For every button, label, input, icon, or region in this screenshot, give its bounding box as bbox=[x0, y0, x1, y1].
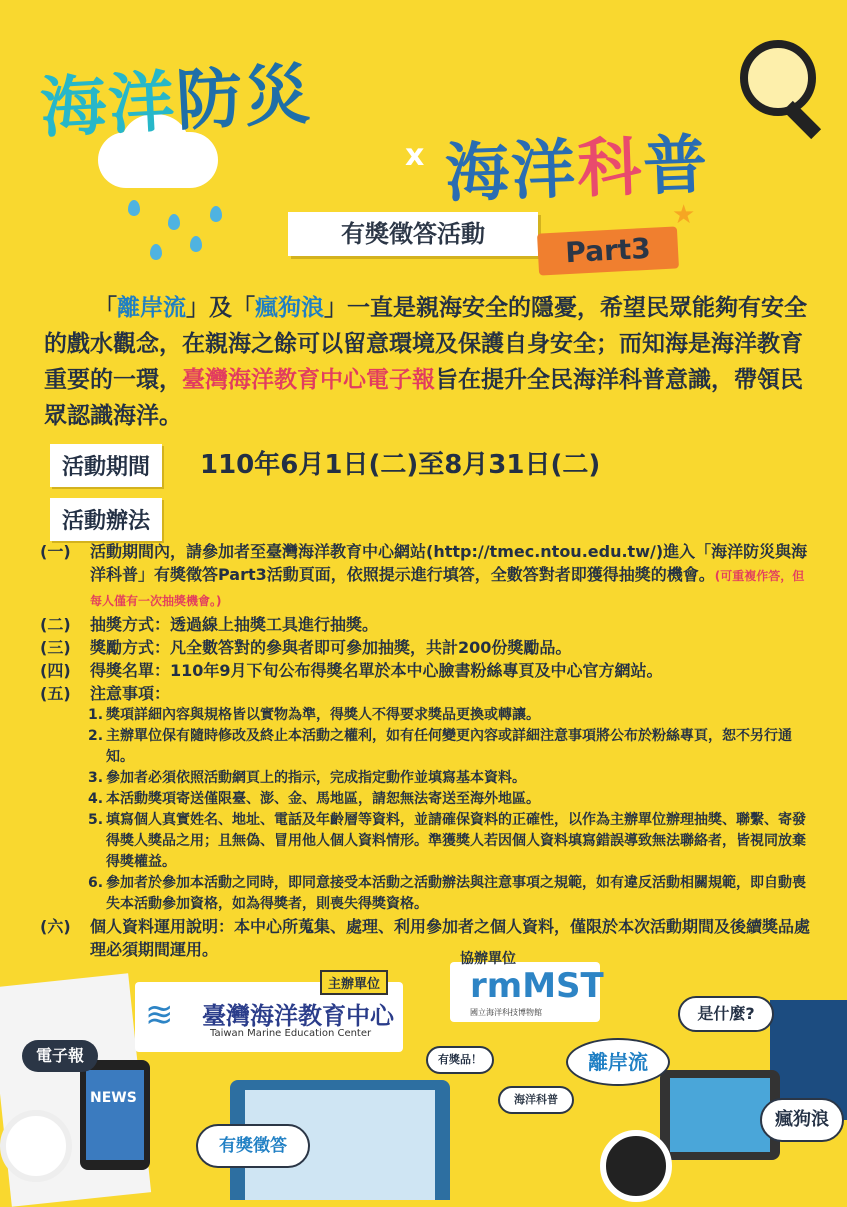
note-number: 5. bbox=[88, 812, 104, 828]
note-text: 獎項詳細內容與規格皆以實物為準，得獎人不得要求獎品更換或轉讓。 bbox=[106, 707, 540, 723]
note-text: 填寫個人真實姓名、地址、電話及年齡層等資料，並請確保資料的正確性，以作為主辦單位辦理抽獎、聯繫、寄發得獎人獎品之用；且無偽、冒用他人個人資料情形。準獲獎人若因個人資料填寫錯誤導致無法聯絡者，皆視同放棄得獎權益。 bbox=[106, 812, 806, 870]
rule-text bbox=[90, 540, 810, 613]
rules-list bbox=[40, 540, 810, 961]
star-icon: ★ bbox=[672, 200, 696, 230]
keyword-newsletter: 臺灣海洋教育中心電子報 bbox=[182, 367, 435, 393]
rule-number: (三) bbox=[40, 638, 71, 657]
rule-text: 抽獎方式：透過線上抽獎工具進行抽獎。 bbox=[90, 615, 379, 634]
note-number: 2. bbox=[88, 728, 104, 744]
note-text: 主辦單位保有隨時修改及終止本活動之權利，如有任何變更內容或詳細注意事項將公布於粉絲專頁，恕不另行通知。 bbox=[106, 728, 792, 765]
intro-text: 」及「 bbox=[186, 295, 255, 321]
activity-banner: 有獎徵答活動 bbox=[288, 212, 538, 256]
title-ocean-science bbox=[443, 113, 710, 214]
note-item bbox=[88, 873, 810, 915]
news-text: NEWS bbox=[90, 1090, 137, 1106]
intro-paragraph bbox=[44, 290, 814, 434]
raindrop-icon bbox=[190, 236, 202, 252]
rule-item bbox=[40, 613, 810, 636]
rule-item bbox=[40, 915, 810, 961]
title-b-part1: 海洋 bbox=[443, 133, 579, 212]
rule-text: 注意事項： bbox=[90, 684, 171, 703]
tag-rogue-wave: 瘋狗浪 bbox=[760, 1098, 844, 1142]
co-organizer-name: 國立海洋科技博物館 bbox=[470, 1008, 542, 1017]
rule-note: (可重複作答，但每人僅有一次抽獎機會。) bbox=[90, 569, 805, 608]
note-number: 4. bbox=[88, 791, 104, 807]
rule-text: 獎勵方式：凡全數答對的參與者即可參加抽獎，共計200份獎勵品。 bbox=[90, 638, 572, 657]
raindrop-icon bbox=[210, 206, 222, 222]
keyword-rip-current: 離岸流 bbox=[117, 295, 186, 321]
phone-screen bbox=[86, 1070, 144, 1160]
rule-item bbox=[40, 636, 810, 659]
note-number: 3. bbox=[88, 770, 104, 786]
title-b-part2: 科 bbox=[575, 130, 645, 207]
note-item bbox=[88, 705, 810, 726]
rule-item bbox=[40, 682, 810, 705]
note-number: 1. bbox=[88, 707, 104, 723]
magnifier-icon bbox=[740, 40, 816, 116]
sponsor-label: 主辦單位 bbox=[320, 970, 388, 995]
tag-rip-current: 離岸流 bbox=[566, 1038, 670, 1086]
note-item bbox=[88, 789, 810, 810]
tag-prize: 有獎品！ bbox=[426, 1046, 494, 1074]
intro-text: 旨在提升全民海洋科普意識，帶領民眾認識海洋。 bbox=[44, 367, 803, 429]
raindrop-icon bbox=[128, 200, 140, 216]
note-text: 參加者於參加本活動之同時，即同意接受本活動之活動辦法與注意事項之規範，如有違反活動相關規範，即自動喪失本活動參加資格，如為得獎者，則喪失得獎資格。 bbox=[106, 875, 806, 912]
coffee-cup-icon bbox=[0, 1110, 72, 1182]
title-x: x bbox=[405, 138, 425, 173]
sponsor-english-name: Taiwan Marine Education Center bbox=[210, 1028, 372, 1039]
tag-what-is: 是什麼? bbox=[678, 996, 774, 1032]
period-value: 110年6月1日(二)至8月31日(二) bbox=[200, 450, 601, 480]
tag-quiz: 有獎徵答 bbox=[196, 1124, 310, 1168]
rule-number: (二) bbox=[40, 615, 71, 634]
note-number: 6. bbox=[88, 875, 104, 891]
note-item bbox=[88, 768, 810, 789]
tag-ocean-science: 海洋科普 bbox=[498, 1086, 574, 1114]
co-organizer-logo: rmMST bbox=[470, 966, 604, 1006]
title-ocean-disaster-prevention bbox=[38, 41, 315, 150]
title-b-part3: 普 bbox=[641, 128, 711, 205]
note-text: 本活動獎項寄送僅限臺、澎、金、馬地區，請恕無法寄送至海外地區。 bbox=[106, 791, 540, 807]
rule-number: (四) bbox=[40, 661, 71, 680]
rule-text: 得獎名單：110年9月下旬公布得獎名單於本中心臉書粉絲專頁及中心官方網站。 bbox=[90, 661, 663, 680]
notes-list bbox=[40, 705, 810, 915]
note-item bbox=[88, 726, 810, 768]
rule-number: (六) bbox=[40, 917, 71, 936]
tag-newsletter: 電子報 bbox=[22, 1040, 98, 1072]
rule-item bbox=[40, 659, 810, 682]
tablet-screen bbox=[670, 1078, 770, 1152]
co-organizer-label: 協辦單位 bbox=[460, 951, 516, 967]
rule-number: (五) bbox=[40, 684, 71, 703]
title-a-part2: 防災 bbox=[174, 55, 315, 140]
note-item bbox=[88, 810, 810, 873]
raindrop-icon bbox=[150, 244, 162, 260]
rule-number: (一) bbox=[40, 542, 71, 561]
book-wave-icon: ≋ bbox=[145, 995, 174, 1035]
sponsor-name: 臺灣海洋教育中心 bbox=[202, 1002, 394, 1030]
title-a-part1: 海洋 bbox=[38, 63, 179, 148]
part-badge: Part3 bbox=[537, 226, 679, 275]
intro-text: 」一直是親海安全的隱憂，希望民眾能夠有安全的戲水觀念，在親海之餘可以留意環境及保護自身安全；而知海是海洋教育重要的一環， bbox=[44, 295, 807, 393]
method-label: 活動辦法 bbox=[50, 498, 162, 541]
rule-text: 個人資料運用說明：本中心所蒐集、處理、利用參加者之個人資料，僅限於本次活動期間及後續獎品處理必須期間運用。 bbox=[90, 917, 811, 959]
intro-text: 「 bbox=[94, 295, 117, 321]
coffee-cup-icon bbox=[600, 1130, 672, 1202]
period-label: 活動期間 bbox=[50, 444, 162, 487]
keyword-rogue-wave: 瘋狗浪 bbox=[255, 295, 324, 321]
raindrop-icon bbox=[168, 214, 180, 230]
rule-item bbox=[40, 540, 810, 613]
rule-text-body: 活動期間內，請參加者至臺灣海洋教育中心網站(http://tmec.ntou.edu.tw/)進入「海洋防災與海洋科普」有獎徵答Part3活動頁面，依照提示進行填答，全數答對者即獲得抽獎的機會。 bbox=[90, 542, 808, 584]
note-text: 參加者必須依照活動網頁上的指示，完成指定動作並填寫基本資料。 bbox=[106, 770, 526, 786]
